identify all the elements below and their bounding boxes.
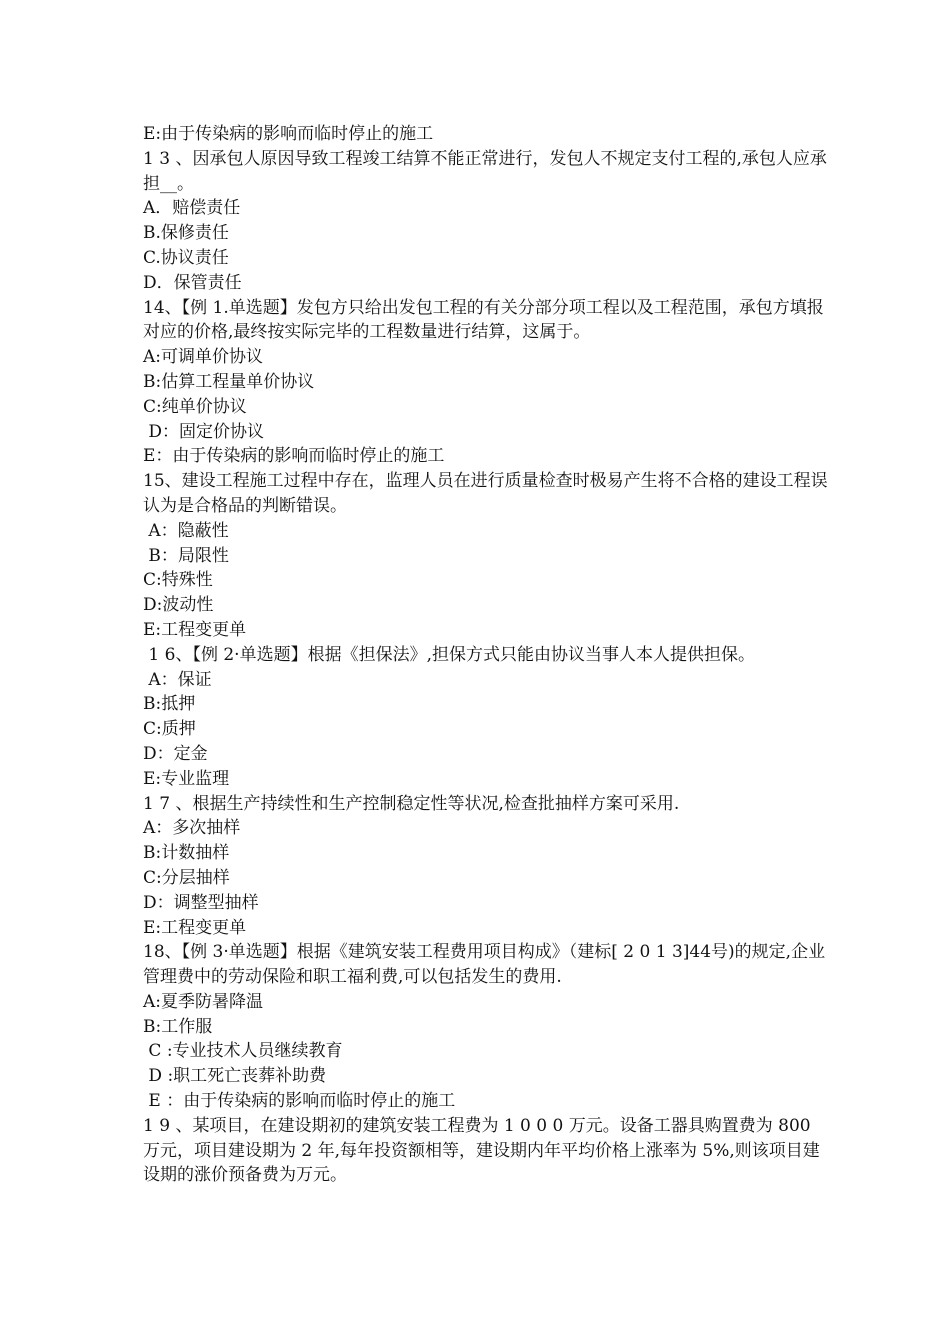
option-d-13: D．保管责任 xyxy=(143,272,242,293)
option-e-16: E:专业监理 xyxy=(143,768,230,789)
option-c-15: C:特殊性 xyxy=(143,570,213,591)
option-b-15: B：局限性 xyxy=(143,545,229,566)
option-d-14: D：固定价协议 xyxy=(143,421,265,442)
option-a-16: A：保证 xyxy=(143,669,212,690)
question-13: 1 3 、因承包人原因导致工程竣工结算不能正常进行，发包人不规定支付工程的,承包人应承担__。 xyxy=(143,148,827,194)
option-b-17: B:计数抽样 xyxy=(143,843,230,864)
question-14: 14、【例 1.单选题】发包方只给出发包工程的有关分部分项工程以及工程范围，承包方填报对应的价格,最终按实际完毕的工程数量进行结算，这属于。 xyxy=(143,297,824,343)
option-e-14: E：由于传染病的影响而临时停止的施工 xyxy=(143,446,445,467)
option-e-17: E:工程变更单 xyxy=(143,917,247,938)
option-c-13: C.协议责任 xyxy=(143,247,229,268)
option-e-12: E:由于传染病的影响而临时停止的施工 xyxy=(143,124,434,144)
option-b-14: B:估算工程量单价协议 xyxy=(143,371,315,392)
question-19: 1 9 、某项目，在建设期初的建筑安装工程费为 1 0 0 0 万元。设备工器具购置费为 800 万元，项目建设期为 2 年,每年投资额相等，建设期内年平均价格上涨率为 5%,则该项目建设期的涨价预备费为万元。 xyxy=(143,1115,820,1186)
question-16: 1 6、【例 2·单选题】根据《担保法》,担保方式只能由协议当事人本人提供担保。 xyxy=(143,644,755,665)
option-b-13: B.保修责任 xyxy=(143,223,229,244)
option-a-14: A:可调单价协议 xyxy=(143,347,264,368)
question-15: 15、建设工程施工过程中存在，监理人员在进行质量检查时极易产生将不合格的建设工程误认为是合格品的判断错误。 xyxy=(143,471,828,516)
option-e-18: E ：由于传染病的影响而临时停止的施工 xyxy=(143,1091,456,1112)
option-c-14: C:纯单价协议 xyxy=(143,396,247,417)
option-d-15: D:波动性 xyxy=(143,595,214,616)
option-d-18: D :职工死亡丧葬补助费 xyxy=(143,1066,327,1087)
question-17: 1 7 、根据生产持续性和生产控制稳定性等状况,检查批抽样方案可采用. xyxy=(143,793,680,814)
option-a-13: A．赔偿责任 xyxy=(143,198,241,219)
option-a-18: A:夏季防暑降温 xyxy=(143,991,264,1012)
option-b-18: B:工作服 xyxy=(143,1016,213,1037)
option-e-15: E:工程变更单 xyxy=(143,619,247,640)
option-c-17: C:分层抽样 xyxy=(143,867,230,888)
option-b-16: B:抵押 xyxy=(143,694,196,715)
option-c-18: C :专业技术人员继续教育 xyxy=(143,1041,343,1062)
option-d-17: D：调整型抽样 xyxy=(143,892,259,913)
option-d-16: D：定金 xyxy=(143,743,208,764)
option-a-17: A：多次抽样 xyxy=(143,818,241,839)
option-a-15: A：隐蔽性 xyxy=(143,520,229,541)
option-c-16: C:质押 xyxy=(143,719,196,740)
question-18: 18、【例 3·单选题】根据《建筑安装工程费用项目构成》（建标[ 2 0 1 3]44号)的规定,企业管理费中的劳动保险和职工福利费,可以包括发生的费用. xyxy=(143,942,826,988)
